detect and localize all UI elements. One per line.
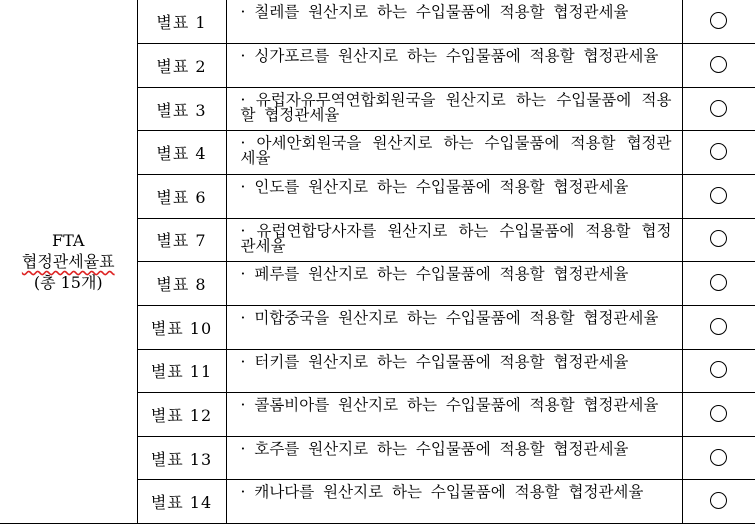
circle-mark-icon — [710, 187, 727, 204]
applicable-cell — [682, 0, 755, 44]
applicable-cell — [682, 131, 755, 175]
applicable-cell — [682, 262, 755, 306]
annex-description — [226, 349, 682, 393]
description-text: · 캐나다를 원산지로 하는 수입물품에 적용할 협정관세율 — [240, 483, 644, 502]
annex-description — [226, 393, 682, 437]
description-text: · 터키를 원산지로 하는 수입물품에 적용할 협정관세율 — [240, 352, 629, 371]
description-text: · 인도를 원산지로 하는 수입물품에 적용할 협정관세율 — [240, 178, 629, 196]
circle-mark-icon — [710, 56, 727, 73]
description-text: · 호주를 원산지로 하는 수입물품에 적용할 협정관세율 — [240, 439, 629, 458]
description-text: · 페루를 원산지로 하는 수입물품에 적용할 협정관세율 — [240, 265, 629, 284]
circle-mark-icon — [710, 449, 727, 466]
applicable-cell — [682, 349, 755, 393]
annex-description — [226, 218, 682, 262]
annex-description — [226, 44, 682, 88]
description-text: · 아세안회원국을 원산지로 하는 수입물품에 적용할 협정관세율 — [240, 134, 672, 168]
applicable-cell — [682, 218, 755, 262]
annex-label: 별표 12 — [137, 393, 226, 437]
applicable-cell — [682, 480, 755, 524]
annex-label: 별표 4 — [137, 131, 226, 175]
annex-label: 별표 11 — [137, 349, 226, 393]
circle-mark-icon — [710, 12, 727, 29]
annex-label: 별표 13 — [137, 436, 226, 480]
annex-label: 별표 6 — [137, 175, 226, 219]
fta-group-cell — [0, 0, 137, 524]
annex-description — [226, 262, 682, 306]
group-subtitle: 협정관세율표 — [21, 252, 115, 271]
table-row — [0, 0, 755, 44]
annex-description — [226, 0, 682, 44]
annex-description — [226, 480, 682, 524]
annex-label: 별표 3 — [137, 87, 226, 131]
annex-label: 별표 10 — [137, 305, 226, 349]
applicable-cell — [682, 393, 755, 437]
description-text: · 칠레를 원산지로 하는 수입물품에 적용할 협정관세율 — [240, 3, 629, 21]
annex-label: 별표 8 — [137, 262, 226, 306]
circle-mark-icon — [710, 230, 727, 247]
annex-label: 별표 7 — [137, 218, 226, 262]
description-text: · 싱가포르를 원산지로 하는 수입물품에 적용할 협정관세율 — [240, 47, 659, 66]
description-text: · 미합중국을 원산지로 하는 수입물품에 적용할 협정관세율 — [240, 308, 659, 327]
annex-description — [226, 175, 682, 219]
group-title: FTA — [52, 231, 85, 250]
description-text: · 유럽자유무역연합회원국을 원산지로 하는 수입물품에 적용할 협정관세율 — [240, 90, 672, 124]
circle-mark-icon — [710, 361, 727, 378]
applicable-cell — [682, 305, 755, 349]
annex-description — [226, 436, 682, 480]
circle-mark-icon — [710, 274, 727, 291]
description-text: · 콜롬비아를 원산지로 하는 수입물품에 적용할 협정관세율 — [240, 396, 659, 415]
description-text: · 유럽연합당사자를 원산지로 하는 수입물품에 적용할 협정관세율 — [240, 221, 672, 255]
group-count: (총 15개) — [33, 273, 103, 292]
annex-label: 별표 2 — [137, 44, 226, 88]
applicable-cell — [682, 175, 755, 219]
annex-description — [226, 305, 682, 349]
applicable-cell — [682, 44, 755, 88]
circle-mark-icon — [710, 492, 727, 509]
applicable-cell — [682, 87, 755, 131]
circle-mark-icon — [710, 100, 727, 117]
circle-mark-icon — [710, 405, 727, 422]
annex-label: 별표 1 — [137, 0, 226, 44]
annex-description — [226, 87, 682, 131]
circle-mark-icon — [710, 143, 727, 160]
circle-mark-icon — [710, 318, 727, 335]
applicable-cell — [682, 436, 755, 480]
annex-label: 별표 14 — [137, 480, 226, 524]
annex-description — [226, 131, 682, 175]
